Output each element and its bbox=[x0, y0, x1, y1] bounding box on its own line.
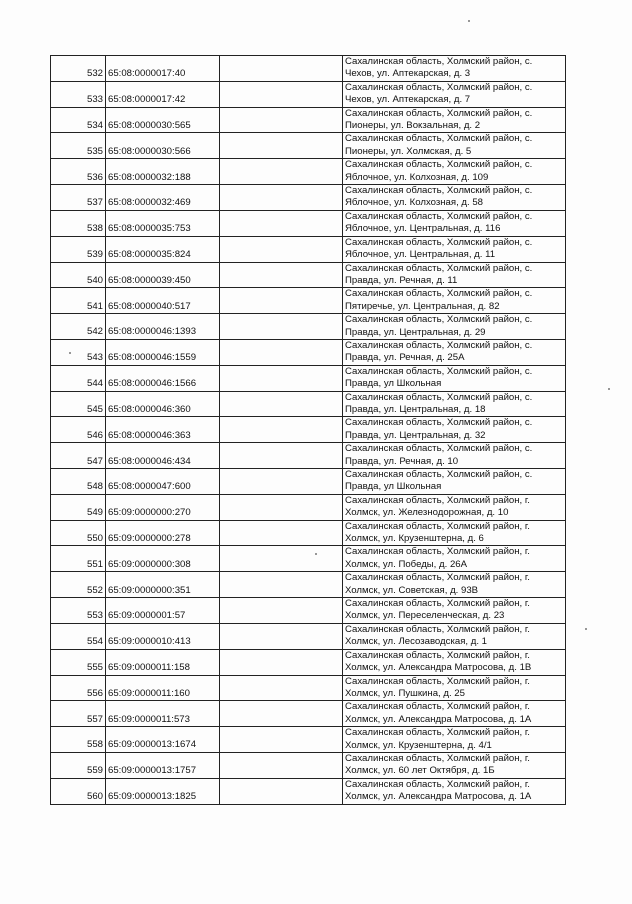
table-row bbox=[51, 675, 566, 701]
address-line-2: Холмск, ул. Советская, д. 93В bbox=[345, 584, 479, 596]
scan-speck bbox=[69, 352, 71, 354]
address-line-2: Правда, ул. Речная, д. 25А bbox=[345, 352, 465, 364]
empty-cell bbox=[220, 675, 343, 701]
address-line-2: Чехов, ул. Аптекарская, д. 3 bbox=[345, 68, 471, 80]
table-row bbox=[51, 778, 566, 804]
address-line-1: Сахалинская область, Холмский район, с. bbox=[345, 236, 533, 248]
table-row bbox=[51, 159, 566, 185]
row-number: 535 bbox=[51, 133, 106, 159]
table-row bbox=[51, 752, 566, 778]
address-line-1: Сахалинская область, Холмский район, г. bbox=[345, 727, 530, 739]
address-line-1: Сахалинская область, Холмский район, с. bbox=[345, 262, 533, 274]
address-cell bbox=[343, 701, 566, 727]
address-cell bbox=[343, 417, 566, 443]
cadastral-number: 65:09:0000013:1825 bbox=[106, 778, 220, 804]
address-line-2: Правда, ул Школьная bbox=[345, 481, 442, 493]
row-number: 557 bbox=[51, 701, 106, 727]
empty-cell bbox=[220, 159, 343, 185]
cadastral-number: 65:08:0000046:363 bbox=[106, 417, 220, 443]
address-cell bbox=[343, 649, 566, 675]
address-line-1: Сахалинская область, Холмский район, г. bbox=[345, 778, 530, 790]
cadastral-number: 65:09:0000011:573 bbox=[106, 701, 220, 727]
cadastral-number: 65:09:0000011:160 bbox=[106, 675, 220, 701]
address-line-1: Сахалинская область, Холмский район, г. bbox=[345, 520, 530, 532]
empty-cell bbox=[220, 598, 343, 624]
row-number: 547 bbox=[51, 443, 106, 469]
address-line-2: Правда, ул. Центральная, д. 32 bbox=[345, 429, 486, 441]
address-cell bbox=[343, 81, 566, 107]
table-row bbox=[51, 417, 566, 443]
empty-cell bbox=[220, 520, 343, 546]
table-row bbox=[51, 365, 566, 391]
cadastral-number: 65:08:0000039:450 bbox=[106, 262, 220, 288]
row-number: 556 bbox=[51, 675, 106, 701]
address-line-2: Холмск, ул. Александра Матросова, д. 1А bbox=[345, 713, 532, 725]
address-line-2: Холмск, ул. Пушкина, д. 25 bbox=[345, 687, 465, 699]
empty-cell bbox=[220, 623, 343, 649]
empty-cell bbox=[220, 56, 343, 82]
table-row bbox=[51, 520, 566, 546]
cadastral-number: 65:09:0000013:1757 bbox=[106, 752, 220, 778]
address-line-2: Правда, ул. Речная, д. 10 bbox=[345, 455, 459, 467]
address-line-2: Пятиречье, ул. Центральная, д. 82 bbox=[345, 300, 500, 312]
address-line-2: Холмск, ул. Крузенштерна, д. 4/1 bbox=[345, 739, 492, 751]
address-cell bbox=[343, 262, 566, 288]
table-row bbox=[51, 598, 566, 624]
empty-cell bbox=[220, 107, 343, 133]
address-cell bbox=[343, 623, 566, 649]
address-cell bbox=[343, 752, 566, 778]
table-row bbox=[51, 236, 566, 262]
address-line-1: Сахалинская область, Холмский район, с. bbox=[345, 185, 533, 197]
row-number: 538 bbox=[51, 210, 106, 236]
cadastral-number: 65:09:0000010:413 bbox=[106, 623, 220, 649]
scan-speck bbox=[608, 388, 610, 390]
row-number: 533 bbox=[51, 81, 106, 107]
empty-cell bbox=[220, 494, 343, 520]
cadastral-number: 65:09:0000000:278 bbox=[106, 520, 220, 546]
address-cell bbox=[343, 56, 566, 82]
address-cell bbox=[343, 494, 566, 520]
address-cell bbox=[343, 469, 566, 495]
row-number: 542 bbox=[51, 314, 106, 340]
cadastral-number: 65:08:0000030:566 bbox=[106, 133, 220, 159]
address-line-1: Сахалинская область, Холмский район, г. bbox=[345, 675, 530, 687]
address-cell bbox=[343, 546, 566, 572]
address-line-1: Сахалинская область, Холмский район, г. bbox=[345, 649, 530, 661]
address-line-2: Яблочное, ул. Центральная, д. 11 bbox=[345, 249, 496, 261]
table-row bbox=[51, 649, 566, 675]
property-registry-table bbox=[50, 55, 566, 805]
address-line-1: Сахалинская область, Холмский район, г. bbox=[345, 623, 530, 635]
address-line-2: Яблочное, ул. Колхозная, д. 58 bbox=[345, 197, 484, 209]
address-line-2: Чехов, ул. Аптекарская, д. 7 bbox=[345, 94, 471, 106]
empty-cell bbox=[220, 81, 343, 107]
empty-cell bbox=[220, 649, 343, 675]
cadastral-number: 65:08:0000017:40 bbox=[106, 56, 220, 82]
address-cell bbox=[343, 107, 566, 133]
address-line-1: Сахалинская область, Холмский район, с. bbox=[345, 159, 533, 171]
table-row bbox=[51, 443, 566, 469]
address-line-2: Холмск, ул. Победы, д. 26А bbox=[345, 558, 468, 570]
address-line-1: Сахалинская область, Холмский район, с. bbox=[345, 339, 533, 351]
address-line-2: Яблочное, ул. Центральная, д. 116 bbox=[345, 223, 501, 235]
address-line-2: Правда, ул Школьная bbox=[345, 378, 442, 390]
cadastral-number: 65:08:0000032:188 bbox=[106, 159, 220, 185]
address-cell bbox=[343, 185, 566, 211]
row-number: 560 bbox=[51, 778, 106, 804]
empty-cell bbox=[220, 778, 343, 804]
empty-cell bbox=[220, 572, 343, 598]
address-line-1: Сахалинская область, Холмский район, г. bbox=[345, 572, 530, 584]
address-cell bbox=[343, 133, 566, 159]
cadastral-number: 65:08:0000035:824 bbox=[106, 236, 220, 262]
empty-cell bbox=[220, 133, 343, 159]
row-number: 554 bbox=[51, 623, 106, 649]
empty-cell bbox=[220, 185, 343, 211]
scan-speck bbox=[585, 628, 587, 630]
address-line-2: Холмск, ул. Крузенштерна, д. 6 bbox=[345, 533, 484, 545]
empty-cell bbox=[220, 417, 343, 443]
address-line-1: Сахалинская область, Холмский район, с. bbox=[345, 391, 533, 403]
address-cell bbox=[343, 288, 566, 314]
cadastral-number: 65:08:0000046:1566 bbox=[106, 365, 220, 391]
address-line-1: Сахалинская область, Холмский район, г. bbox=[345, 494, 530, 506]
row-number: 536 bbox=[51, 159, 106, 185]
address-line-2: Пионеры, ул. Вокзальная, д. 2 bbox=[345, 120, 481, 132]
cadastral-number: 65:09:0000000:308 bbox=[106, 546, 220, 572]
empty-cell bbox=[220, 288, 343, 314]
address-line-1: Сахалинская область, Холмский район, с. bbox=[345, 443, 533, 455]
address-line-2: Правда, ул. Речная, д. 11 bbox=[345, 274, 458, 286]
address-line-1: Сахалинская область, Холмский район, с. bbox=[345, 81, 533, 93]
cadastral-number: 65:08:0000030:565 bbox=[106, 107, 220, 133]
registry-body bbox=[51, 56, 566, 805]
table-row bbox=[51, 339, 566, 365]
row-number: 546 bbox=[51, 417, 106, 443]
cadastral-number: 65:08:0000040:517 bbox=[106, 288, 220, 314]
empty-cell bbox=[220, 365, 343, 391]
scan-speck bbox=[315, 553, 317, 555]
cadastral-number: 65:08:0000047:600 bbox=[106, 469, 220, 495]
table-row bbox=[51, 314, 566, 340]
table-row bbox=[51, 469, 566, 495]
address-cell bbox=[343, 598, 566, 624]
table-row bbox=[51, 262, 566, 288]
empty-cell bbox=[220, 314, 343, 340]
empty-cell bbox=[220, 701, 343, 727]
address-line-1: Сахалинская область, Холмский район, с. bbox=[345, 314, 533, 326]
address-line-2: Яблочное, ул. Колхозная, д. 109 bbox=[345, 171, 489, 183]
row-number: 549 bbox=[51, 494, 106, 520]
row-number: 532 bbox=[51, 56, 106, 82]
row-number: 558 bbox=[51, 727, 106, 753]
table-row bbox=[51, 546, 566, 572]
table-row bbox=[51, 701, 566, 727]
address-cell bbox=[343, 365, 566, 391]
table-row bbox=[51, 210, 566, 236]
address-cell bbox=[343, 520, 566, 546]
address-line-1: Сахалинская область, Холмский район, с. bbox=[345, 107, 533, 119]
address-cell bbox=[343, 314, 566, 340]
table-row bbox=[51, 288, 566, 314]
empty-cell bbox=[220, 546, 343, 572]
empty-cell bbox=[220, 391, 343, 417]
address-line-2: Холмск, ул. 60 лет Октября, д. 1Б bbox=[345, 765, 495, 777]
address-line-1: Сахалинская область, Холмский район, с. bbox=[345, 288, 533, 300]
address-line-2: Холмск, ул. Александра Матросова, д. 1А bbox=[345, 791, 532, 803]
empty-cell bbox=[220, 727, 343, 753]
cadastral-number: 65:09:0000000:351 bbox=[106, 572, 220, 598]
empty-cell bbox=[220, 236, 343, 262]
address-cell bbox=[343, 236, 566, 262]
address-line-2: Холмск, ул. Александра Матросова, д. 1В bbox=[345, 662, 532, 674]
address-line-2: Пионеры, ул. Холмская, д. 5 bbox=[345, 145, 472, 157]
row-number: 534 bbox=[51, 107, 106, 133]
address-cell bbox=[343, 727, 566, 753]
address-line-2: Правда, ул. Центральная, д. 29 bbox=[345, 326, 486, 338]
row-number: 552 bbox=[51, 572, 106, 598]
cadastral-number: 65:08:0000017:42 bbox=[106, 81, 220, 107]
address-line-1: Сахалинская область, Холмский район, с. bbox=[345, 133, 533, 145]
address-line-1: Сахалинская область, Холмский район, г. bbox=[345, 701, 530, 713]
address-line-1: Сахалинская область, Холмский район, с. bbox=[345, 365, 533, 377]
address-line-2: Холмск, ул. Лесозаводская, д. 1 bbox=[345, 636, 487, 648]
address-cell bbox=[343, 778, 566, 804]
table-row bbox=[51, 81, 566, 107]
address-line-1: Сахалинская область, Холмский район, г. bbox=[345, 546, 530, 558]
table-row bbox=[51, 185, 566, 211]
cadastral-number: 65:08:0000035:753 bbox=[106, 210, 220, 236]
row-number: 545 bbox=[51, 391, 106, 417]
cadastral-number: 65:08:0000046:434 bbox=[106, 443, 220, 469]
table-row bbox=[51, 572, 566, 598]
row-number: 537 bbox=[51, 185, 106, 211]
row-number: 553 bbox=[51, 598, 106, 624]
table-row bbox=[51, 623, 566, 649]
cadastral-number: 65:09:0000011:158 bbox=[106, 649, 220, 675]
cadastral-number: 65:08:0000046:1393 bbox=[106, 314, 220, 340]
cadastral-number: 65:08:0000032:469 bbox=[106, 185, 220, 211]
address-line-1: Сахалинская область, Холмский район, с. bbox=[345, 210, 533, 222]
address-cell bbox=[343, 675, 566, 701]
empty-cell bbox=[220, 339, 343, 365]
row-number: 544 bbox=[51, 365, 106, 391]
row-number: 548 bbox=[51, 469, 106, 495]
row-number: 559 bbox=[51, 752, 106, 778]
table-row bbox=[51, 391, 566, 417]
cadastral-number: 65:09:0000000:270 bbox=[106, 494, 220, 520]
table-row bbox=[51, 107, 566, 133]
scan-speck bbox=[468, 20, 470, 22]
address-cell bbox=[343, 339, 566, 365]
address-cell bbox=[343, 572, 566, 598]
address-line-1: Сахалинская область, Холмский район, г. bbox=[345, 598, 530, 610]
address-cell bbox=[343, 443, 566, 469]
empty-cell bbox=[220, 469, 343, 495]
row-number: 540 bbox=[51, 262, 106, 288]
empty-cell bbox=[220, 262, 343, 288]
row-number: 551 bbox=[51, 546, 106, 572]
address-line-1: Сахалинская область, Холмский район, с. bbox=[345, 56, 533, 67]
table-row bbox=[51, 56, 566, 82]
row-number: 541 bbox=[51, 288, 106, 314]
row-number: 550 bbox=[51, 520, 106, 546]
empty-cell bbox=[220, 210, 343, 236]
cadastral-number: 65:09:0000001:57 bbox=[106, 598, 220, 624]
row-number: 543 bbox=[51, 339, 106, 365]
table-row bbox=[51, 727, 566, 753]
address-line-1: Сахалинская область, Холмский район, с. bbox=[345, 469, 533, 480]
address-line-2: Холмск, ул. Переселенческая, д. 23 bbox=[345, 610, 505, 622]
empty-cell bbox=[220, 752, 343, 778]
address-line-2: Холмск, ул. Железнодорожная, д. 10 bbox=[345, 507, 509, 519]
address-line-2: Правда, ул. Центральная, д. 18 bbox=[345, 403, 486, 415]
address-line-1: Сахалинская область, Холмский район, с. bbox=[345, 417, 533, 429]
empty-cell bbox=[220, 443, 343, 469]
row-number: 555 bbox=[51, 649, 106, 675]
cadastral-number: 65:08:0000046:1559 bbox=[106, 339, 220, 365]
address-cell bbox=[343, 391, 566, 417]
address-cell bbox=[343, 210, 566, 236]
address-line-1: Сахалинская область, Холмский район, г. bbox=[345, 752, 530, 764]
address-cell bbox=[343, 159, 566, 185]
cadastral-number: 65:09:0000013:1674 bbox=[106, 727, 220, 753]
cadastral-number: 65:08:0000046:360 bbox=[106, 391, 220, 417]
table-row bbox=[51, 133, 566, 159]
table-row bbox=[51, 494, 566, 520]
row-number: 539 bbox=[51, 236, 106, 262]
